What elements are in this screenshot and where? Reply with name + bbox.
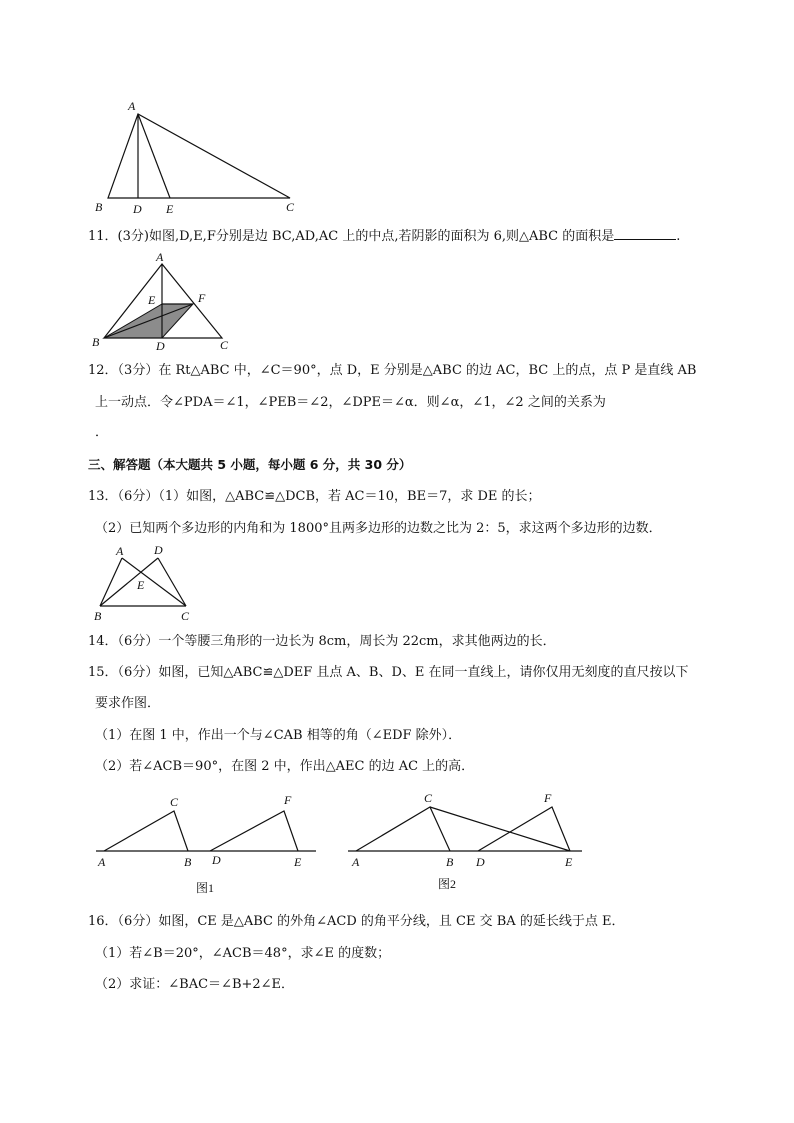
label-c: C [424, 791, 433, 805]
label-b: B [92, 335, 100, 349]
question-16-line2: （1）若∠B＝20°，∠ACB＝48°，求∠E 的度数； [95, 946, 391, 961]
question-16-line1: 16．（6分）如图，CE 是△ABC 的外角∠ACD 的角平分线，且 CE 交 BA 的延长线于点 E． [88, 914, 625, 929]
label-c: C [170, 795, 179, 809]
question-15-line4: （2）若∠ACB＝90°，在图 2 中，作出△AEC 的边 AC 上的高． [95, 759, 475, 774]
figure-q15-1 [92, 790, 324, 900]
segment-ac [122, 558, 186, 606]
question-13-line2: （2）已知两个多边形的内角和为 1800°且两多边形的边数之比为 2：5，求这两个多边形的边数． [95, 521, 662, 536]
figure-q13 [90, 542, 200, 624]
label-a: A [98, 855, 106, 869]
label-c: C [286, 200, 295, 214]
question-12-line3: ． [95, 425, 109, 440]
answer-blank-11[interactable] [614, 227, 676, 240]
label-d: D [156, 339, 165, 353]
label-c: C [181, 609, 190, 623]
segment-ab [100, 558, 122, 606]
label-b: B [94, 609, 102, 623]
figure-caption-1: 图1 [196, 881, 215, 895]
question-14: 14．（6分）一个等腰三角形的一边长为 8cm，周长为 22cm，求其他两边的长． [88, 634, 556, 649]
segment-db [100, 558, 158, 606]
label-d: D [476, 855, 485, 869]
segment-dc [158, 558, 186, 606]
label-e: E [565, 855, 573, 869]
q11-number: 11．(3分) [88, 229, 149, 244]
label-c: C [220, 338, 229, 352]
label-d: D [154, 543, 163, 557]
figure-q10 [90, 98, 300, 218]
section-3-title: 三、解答题（本大题共 5 小题，每小题 6 分，共 30 分） [88, 457, 412, 472]
label-a: A [352, 855, 360, 869]
figure-q11 [90, 252, 240, 352]
segment-ae [138, 114, 170, 198]
label-e: E [148, 293, 156, 307]
segment-ce [430, 807, 570, 851]
question-13-line1: 13．（6分）（1）如图，△ABC≌△DCB，若 AC＝10，BE＝7，求 DE 的长； [88, 489, 541, 504]
label-f: F [284, 793, 292, 807]
question-15-line2: 要求作图． [95, 696, 161, 711]
triangle-abc [356, 807, 450, 851]
label-e: E [137, 578, 145, 592]
label-a: A [116, 544, 124, 558]
figure-caption-2: 图2 [438, 877, 457, 891]
label-a: A [156, 250, 164, 264]
label-a: A [128, 99, 136, 113]
label-e: E [166, 202, 174, 216]
label-b: B [446, 855, 454, 869]
label-f: F [198, 291, 206, 305]
triangle-def [478, 807, 570, 851]
triangle-abc [108, 114, 290, 198]
label-d: D [212, 853, 221, 867]
label-d: D [133, 202, 142, 216]
figure-q15-2 [346, 790, 588, 900]
question-12-line1: 12．（3分）在 Rt△ABC 中，∠C＝90°，点 D，E 分别是△ABC 的边 AC，BC 上的点，点 P 是直线 AB [88, 363, 697, 378]
question-11 [88, 227, 680, 246]
triangle-abc [104, 811, 188, 851]
triangle-def [210, 811, 298, 851]
q11-text: 如图,D,E,F分别是边 BC,AD,AC 上的中点,若阴影的面积为 6,则△ABC 的面积是 [148, 229, 615, 244]
question-12-line2: 上一动点．令∠PDA＝∠1，∠PEB＝∠2，∠DPE＝∠α．则∠α，∠1，∠2 之间的关系为 [95, 395, 606, 410]
label-f: F [544, 791, 552, 805]
label-e: E [294, 855, 302, 869]
question-15-line3: （1）在图 1 中，作出一个与∠CAB 相等的角（∠EDF 除外）． [95, 728, 462, 743]
label-b: B [184, 855, 192, 869]
question-15-line1: 15．（6分）如图，已知△ABC≌△DEF 且点 A、B、D、E 在同一直线上，请你仅用无刻度的直尺按以下 [88, 665, 689, 680]
q11-end: . [676, 229, 681, 244]
question-16-line3: （2）求证：∠BAC＝∠B+2∠E． [95, 977, 295, 992]
label-b: B [95, 200, 103, 214]
